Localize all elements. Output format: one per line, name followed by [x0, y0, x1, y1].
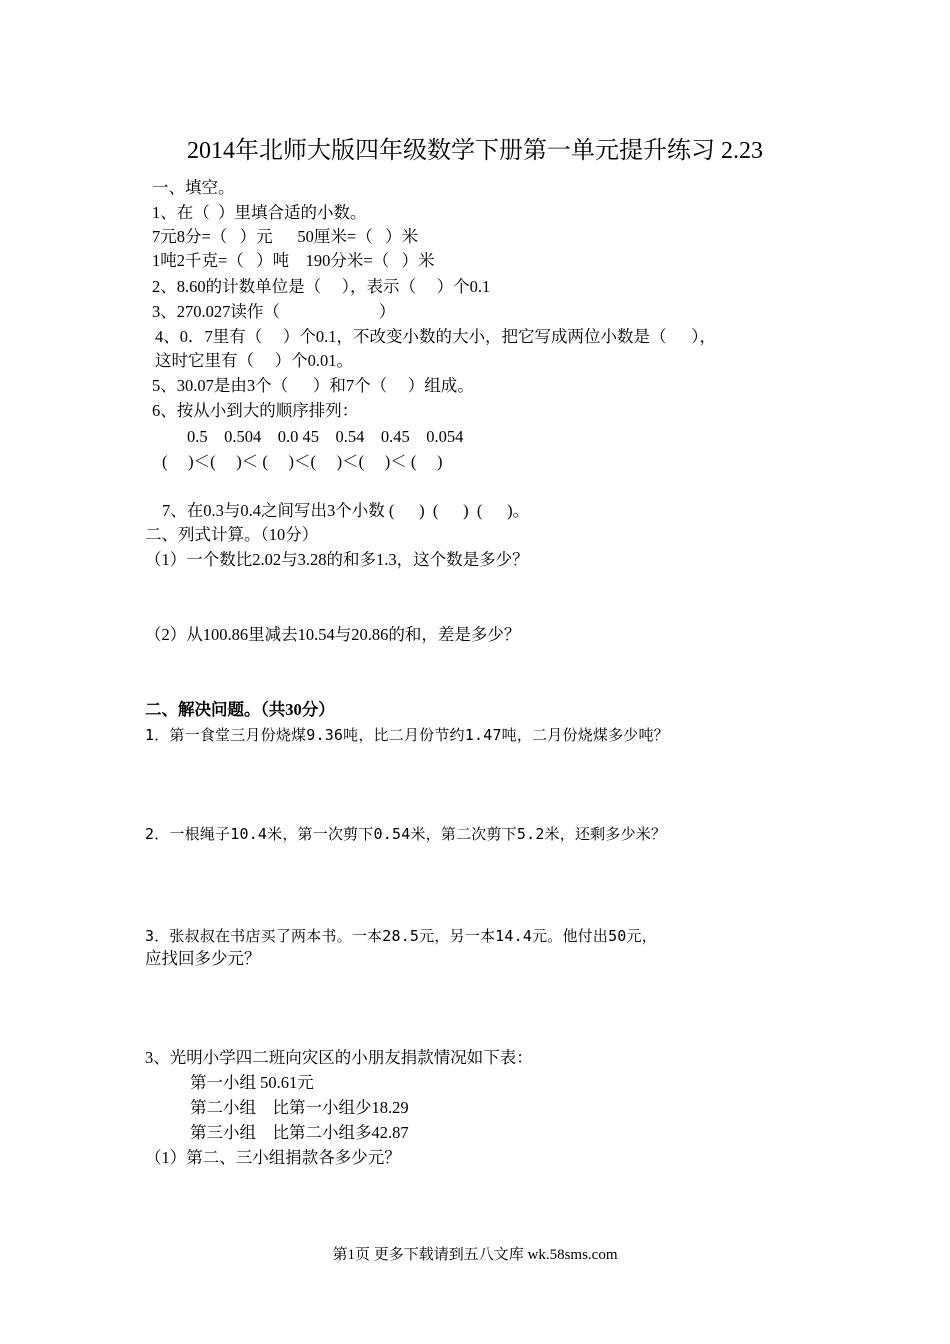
- question-4-line-2: 这时它里有（ ）个0.01。: [155, 351, 353, 370]
- question-3: 3、270.027读作（ ）: [152, 302, 396, 321]
- word-problem-3-line-2: 应找回多少元？: [145, 949, 261, 968]
- question-7: 7、在0.3与0.4之间写出3个小数 ( ) ( ) ( )。: [162, 501, 530, 520]
- question-2: 2、8.60的计数单位是（ ），表示（ ）个0.1: [152, 277, 491, 296]
- question-1-part-b: 1吨2千克=（ ）吨 190分米=（ ）米: [152, 251, 435, 270]
- word-problem-4: 3、光明小学四二班向灾区的小朋友捐款情况如下表：: [145, 1048, 533, 1067]
- question-6-blanks: ( )＜( )＜ ( )＜( )＜( )＜ ( ): [162, 452, 443, 471]
- word-problem-1: 1．第一食堂三月份烧煤9.36吨，比二月份节约1.47吨，二月份烧煤多少吨？: [145, 726, 669, 744]
- section-calculation-heading: 二、列式计算。（10分）: [145, 525, 319, 544]
- question-6-numbers: 0.5 0.504 0.0 45 0.54 0.45 0.054: [187, 427, 464, 446]
- donation-group-2: 第二小组 比第一小组少18.29: [190, 1098, 409, 1117]
- question-5: 5、30.07是由3个（ ）和7个（ ）组成。: [152, 376, 474, 395]
- question-6: 6、按从小到大的顺序排列：: [152, 401, 359, 420]
- donation-group-3: 第三小组 比第二小组多42.87: [190, 1123, 409, 1142]
- calculation-problem-1: （1）一个数比2.02与3.28的和多1.3，这个数是多少？: [145, 550, 529, 569]
- donation-group-1: 第一小组 50.61元: [190, 1073, 314, 1092]
- page-footer: 第1页 更多下载请到五八文库 wk.58sms.com: [332, 1247, 618, 1263]
- question-4-line-1: 4、0．7里有（ ）个0.1，不改变小数的大小，把它写成两位小数是（ ），: [155, 327, 716, 346]
- section-word-problems-heading: 二、解决问题。（共30分）: [145, 700, 335, 719]
- word-problem-2: 2．一根绳子10.4米，第一次剪下0.54米，第二次剪下5.2米，还剩多少米？: [145, 825, 667, 843]
- question-1-part-a: 7元8分=（ ）元 50厘米=（ ）米: [152, 227, 419, 246]
- calculation-problem-2: （2）从100.86里减去10.54与20.86的和，差是多少？: [145, 625, 521, 644]
- word-problem-3-line-1: 3．张叔叔在书店买了两本书。一本28.5元，另一本14.4元。他付出50元，: [145, 927, 657, 945]
- question-1: 1、在（ ）里填合适的小数。: [152, 203, 367, 222]
- page-title: 2014年北师大版四年级数学下册第一单元提升练习 2.23: [187, 138, 763, 164]
- word-problem-4-question-1: （1）第二、三小组捐款各多少元？: [145, 1148, 401, 1167]
- section-fill-blank-heading: 一、填空。: [152, 178, 235, 197]
